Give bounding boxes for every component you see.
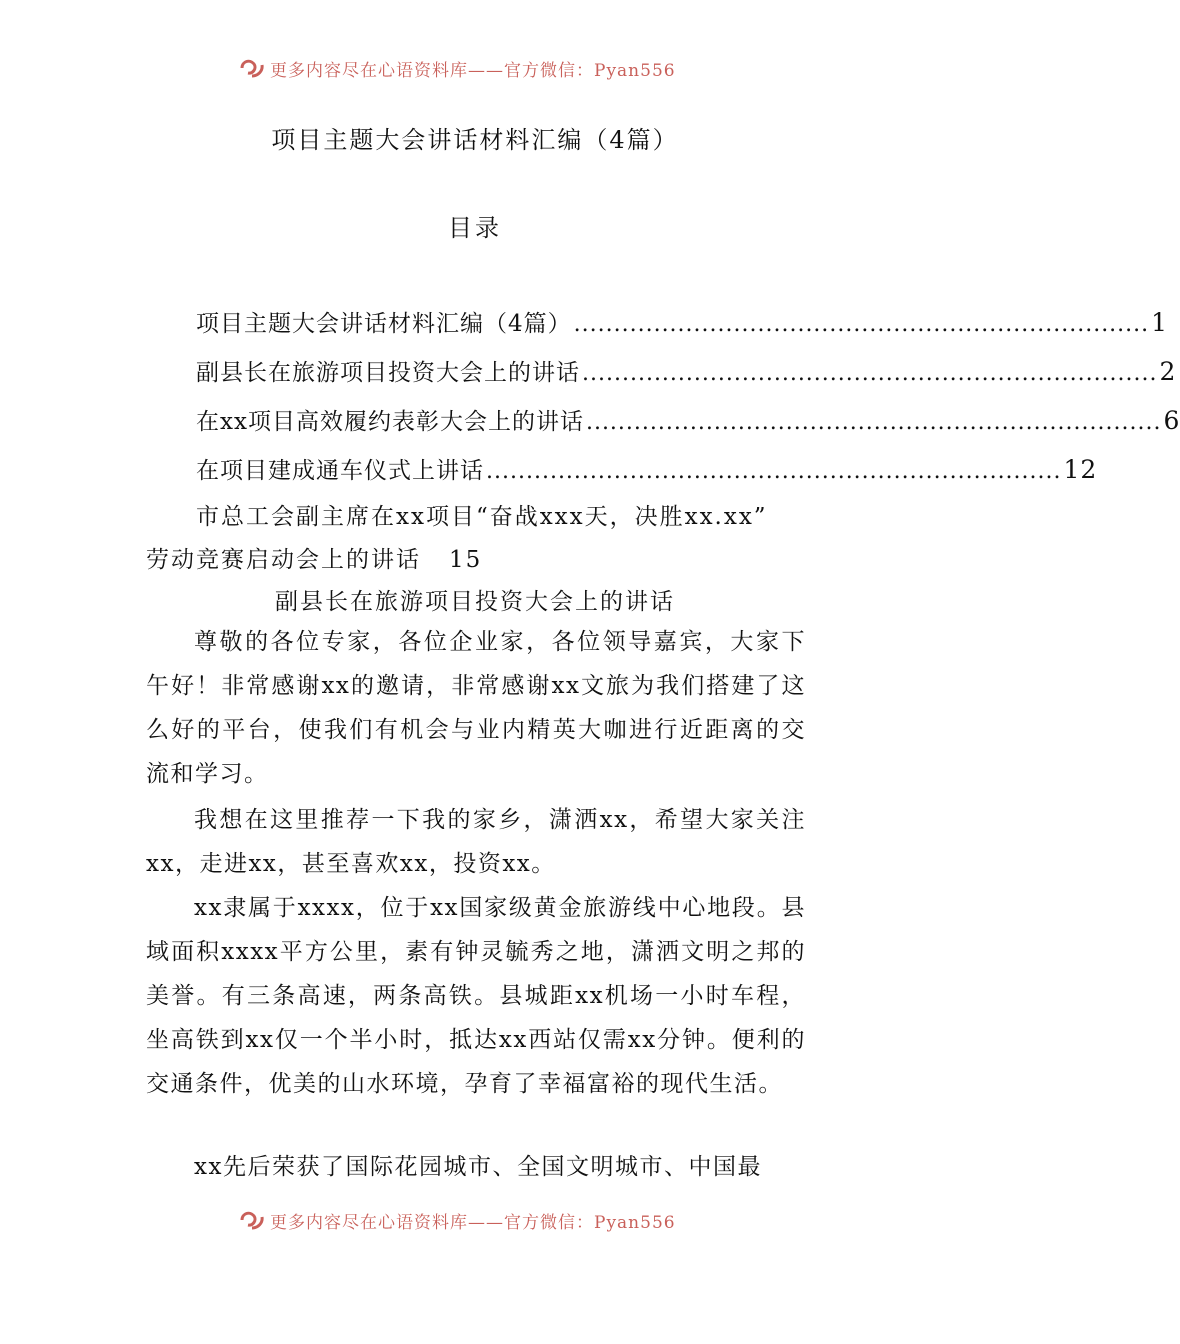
section-title: 副县长在旅游项目投资大会上的讲话: [275, 589, 675, 615]
toc-item-page: 6: [1163, 406, 1180, 435]
body-paragraph-4: xx先后荣获了国际花园城市、全国文明城市、中国最: [194, 1154, 762, 1180]
toc-item-3[interactable]: [196, 403, 1180, 439]
body-paragraph-3: xx隶属于xxxx，位于xx国家级黄金旅游线中心地段。县域面积xxxx平方公里，素有钟灵毓秀之地，潇洒文明之邦的美誉。有三条高速，两条高铁。县城距xx机场一小时车程，坐高铁到xx仅一个半小时，抵达xx西站仅需xx分钟。便利的交通条件，优美的山水环境，孕育了幸福富裕的现代生活。: [146, 895, 806, 1097]
toc-item-label: 在项目建成通车仪式上讲话: [196, 458, 484, 484]
toc-item-label: 在xx项目高效履约表彰大会上的讲话: [196, 409, 584, 435]
toc-item-2[interactable]: [196, 354, 1177, 390]
watermark-text: 更多内容尽在心语资料库——官方微信：Pyan556: [270, 60, 676, 81]
toc-leader-dots: ........................................................................: [486, 459, 1062, 484]
toc-item-label: 副县长在旅游项目投资大会上的讲话: [196, 360, 580, 386]
toc-item-page: 15: [449, 547, 483, 573]
toc-item-page: 2: [1159, 357, 1177, 386]
toc-item-4[interactable]: [196, 452, 1098, 488]
toc-item-label: 劳动竞赛启动会上的讲话: [146, 547, 421, 573]
toc-item-page: 12: [1063, 455, 1098, 484]
watermark-logo-icon: [238, 1208, 266, 1232]
toc-item-5-line1[interactable]: 市总工会副主席在xx项目“奋战xxx天，决胜xx.xx”: [196, 504, 768, 530]
toc-item-label: 项目主题大会讲话材料汇编（4篇）: [196, 311, 572, 337]
watermark-footer: [238, 1207, 738, 1233]
watermark-text: 更多内容尽在心语资料库——官方微信：Pyan556: [270, 1212, 676, 1233]
document-title: 项目主题大会讲话材料汇编（4篇）: [271, 126, 679, 154]
toc-leader-dots: ........................................................................: [585, 410, 1162, 435]
toc-heading: 目录: [448, 214, 502, 242]
toc-item-page: 1: [1151, 308, 1169, 337]
toc-leader-dots: ........................................................................: [573, 312, 1150, 337]
toc-leader-dots: ........................................................................: [582, 361, 1158, 386]
toc-item-5-line2[interactable]: [146, 541, 482, 574]
body-paragraph-1: 尊敬的各位专家，各位企业家，各位领导嘉宾，大家下午好！非常感谢xx的邀请，非常感谢xx文旅为我们搭建了这么好的平台，使我们有机会与业内精英大咖进行近距离的交流和学习。: [146, 629, 806, 787]
toc-item-1[interactable]: [196, 305, 1169, 341]
watermark-header: [238, 55, 738, 81]
body-paragraph-2: 我想在这里推荐一下我的家乡，潇洒xx，希望大家关注xx，走进xx，甚至喜欢xx，投资xx。: [146, 807, 806, 877]
watermark-logo-icon: [238, 56, 266, 80]
